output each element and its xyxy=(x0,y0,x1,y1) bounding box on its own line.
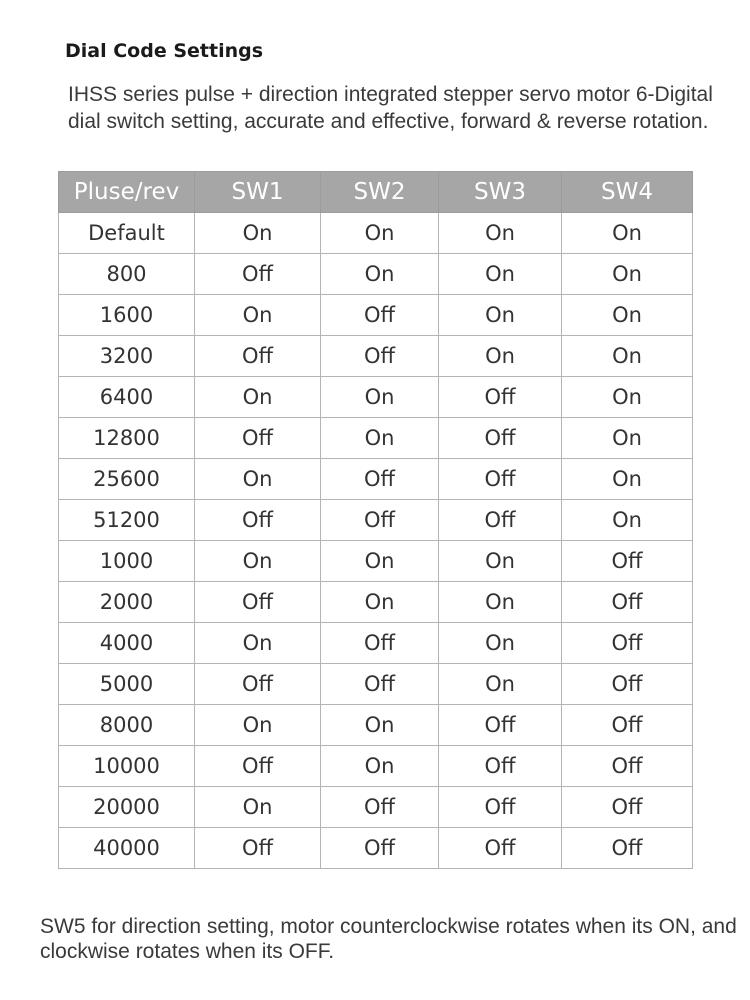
sw3-cell: Off xyxy=(439,377,562,418)
sw2-cell: Off xyxy=(321,787,439,828)
sw4-cell: Off xyxy=(562,828,693,869)
table-row xyxy=(59,787,693,828)
sw4-cell: On xyxy=(562,254,693,295)
footer-note: SW5 for direction setting, motor counterclockwise rotates when its ON, and clockwise rotates when its OFF. xyxy=(40,915,737,963)
sw2-cell: Off xyxy=(321,623,439,664)
sw4-cell: On xyxy=(562,500,693,541)
sw2-cell: On xyxy=(321,418,439,459)
table-row xyxy=(59,418,693,459)
column-header: SW4 xyxy=(562,172,693,213)
sw4-cell: On xyxy=(562,213,693,254)
sw3-cell: On xyxy=(439,336,562,377)
sw1-cell: On xyxy=(195,705,321,746)
sw4-cell: On xyxy=(562,336,693,377)
pulse-per-rev-cell: 20000 xyxy=(59,787,195,828)
sw2-cell: On xyxy=(321,541,439,582)
pulse-per-rev-cell: 25600 xyxy=(59,459,195,500)
sw1-cell: On xyxy=(195,459,321,500)
table-row xyxy=(59,623,693,664)
sw3-cell: On xyxy=(439,541,562,582)
sw1-cell: Off xyxy=(195,418,321,459)
sw4-cell: On xyxy=(562,377,693,418)
sw4-cell: On xyxy=(562,295,693,336)
sw3-cell: Off xyxy=(439,418,562,459)
pulse-per-rev-cell: 12800 xyxy=(59,418,195,459)
sw3-cell: Off xyxy=(439,459,562,500)
sw1-cell: On xyxy=(195,787,321,828)
sw2-cell: Off xyxy=(321,459,439,500)
sw2-cell: On xyxy=(321,254,439,295)
table-row xyxy=(59,336,693,377)
sw4-cell: Off xyxy=(562,787,693,828)
sw4-cell: On xyxy=(562,418,693,459)
sw1-cell: Off xyxy=(195,500,321,541)
sw2-cell: On xyxy=(321,582,439,623)
sw3-cell: On xyxy=(439,582,562,623)
sw1-cell: On xyxy=(195,213,321,254)
table-row xyxy=(59,377,693,418)
sw1-cell: On xyxy=(195,623,321,664)
sw3-cell: On xyxy=(439,664,562,705)
pulse-per-rev-cell: 3200 xyxy=(59,336,195,377)
sw3-cell: Off xyxy=(439,828,562,869)
column-header: SW1 xyxy=(195,172,321,213)
sw3-cell: Off xyxy=(439,500,562,541)
sw4-cell: Off xyxy=(562,541,693,582)
pulse-per-rev-cell: 4000 xyxy=(59,623,195,664)
page-title: Dial Code Settings xyxy=(65,40,264,62)
dial-code-table xyxy=(58,171,693,869)
pulse-per-rev-cell: 5000 xyxy=(59,664,195,705)
sw4-cell: Off xyxy=(562,623,693,664)
pulse-per-rev-cell: Default xyxy=(59,213,195,254)
table-row xyxy=(59,254,693,295)
table-row xyxy=(59,295,693,336)
sw2-cell: Off xyxy=(321,828,439,869)
sw4-cell: Off xyxy=(562,582,693,623)
sw4-cell: Off xyxy=(562,705,693,746)
table-row xyxy=(59,828,693,869)
sw1-cell: Off xyxy=(195,664,321,705)
intro-paragraph: IHSS series pulse + direction integrated stepper servo motor 6-Digital dial switch setting, accurate and effective, forward & reverse rotation. xyxy=(68,83,713,133)
pulse-per-rev-cell: 2000 xyxy=(59,582,195,623)
sw1-cell: Off xyxy=(195,746,321,787)
sw4-cell: Off xyxy=(562,664,693,705)
table-row xyxy=(59,746,693,787)
pulse-per-rev-cell: 51200 xyxy=(59,500,195,541)
column-header: SW2 xyxy=(321,172,439,213)
sw2-cell: Off xyxy=(321,664,439,705)
column-header: Pluse/rev xyxy=(59,172,195,213)
sw1-cell: On xyxy=(195,295,321,336)
table-row xyxy=(59,582,693,623)
sw3-cell: On xyxy=(439,623,562,664)
sw4-cell: Off xyxy=(562,746,693,787)
sw3-cell: Off xyxy=(439,705,562,746)
pulse-per-rev-cell: 10000 xyxy=(59,746,195,787)
sw2-cell: Off xyxy=(321,295,439,336)
table-row xyxy=(59,705,693,746)
pulse-per-rev-cell: 1000 xyxy=(59,541,195,582)
sw3-cell: On xyxy=(439,254,562,295)
table-row xyxy=(59,459,693,500)
pulse-per-rev-cell: 1600 xyxy=(59,295,195,336)
sw2-cell: Off xyxy=(321,336,439,377)
pulse-per-rev-cell: 40000 xyxy=(59,828,195,869)
sw2-cell: Off xyxy=(321,500,439,541)
sw2-cell: On xyxy=(321,213,439,254)
sw2-cell: On xyxy=(321,377,439,418)
table-row xyxy=(59,664,693,705)
sw3-cell: Off xyxy=(439,787,562,828)
sw1-cell: On xyxy=(195,541,321,582)
sw2-cell: On xyxy=(321,705,439,746)
pulse-per-rev-cell: 8000 xyxy=(59,705,195,746)
table-row xyxy=(59,541,693,582)
table-row xyxy=(59,500,693,541)
table-header-row xyxy=(59,172,693,213)
sw1-cell: Off xyxy=(195,828,321,869)
sw3-cell: On xyxy=(439,213,562,254)
sw2-cell: On xyxy=(321,746,439,787)
sw1-cell: Off xyxy=(195,582,321,623)
pulse-per-rev-cell: 6400 xyxy=(59,377,195,418)
table-row xyxy=(59,213,693,254)
table-body xyxy=(59,213,693,869)
sw1-cell: On xyxy=(195,377,321,418)
sw3-cell: Off xyxy=(439,746,562,787)
column-header: SW3 xyxy=(439,172,562,213)
sw1-cell: Off xyxy=(195,336,321,377)
sw3-cell: On xyxy=(439,295,562,336)
sw1-cell: Off xyxy=(195,254,321,295)
sw4-cell: On xyxy=(562,459,693,500)
pulse-per-rev-cell: 800 xyxy=(59,254,195,295)
